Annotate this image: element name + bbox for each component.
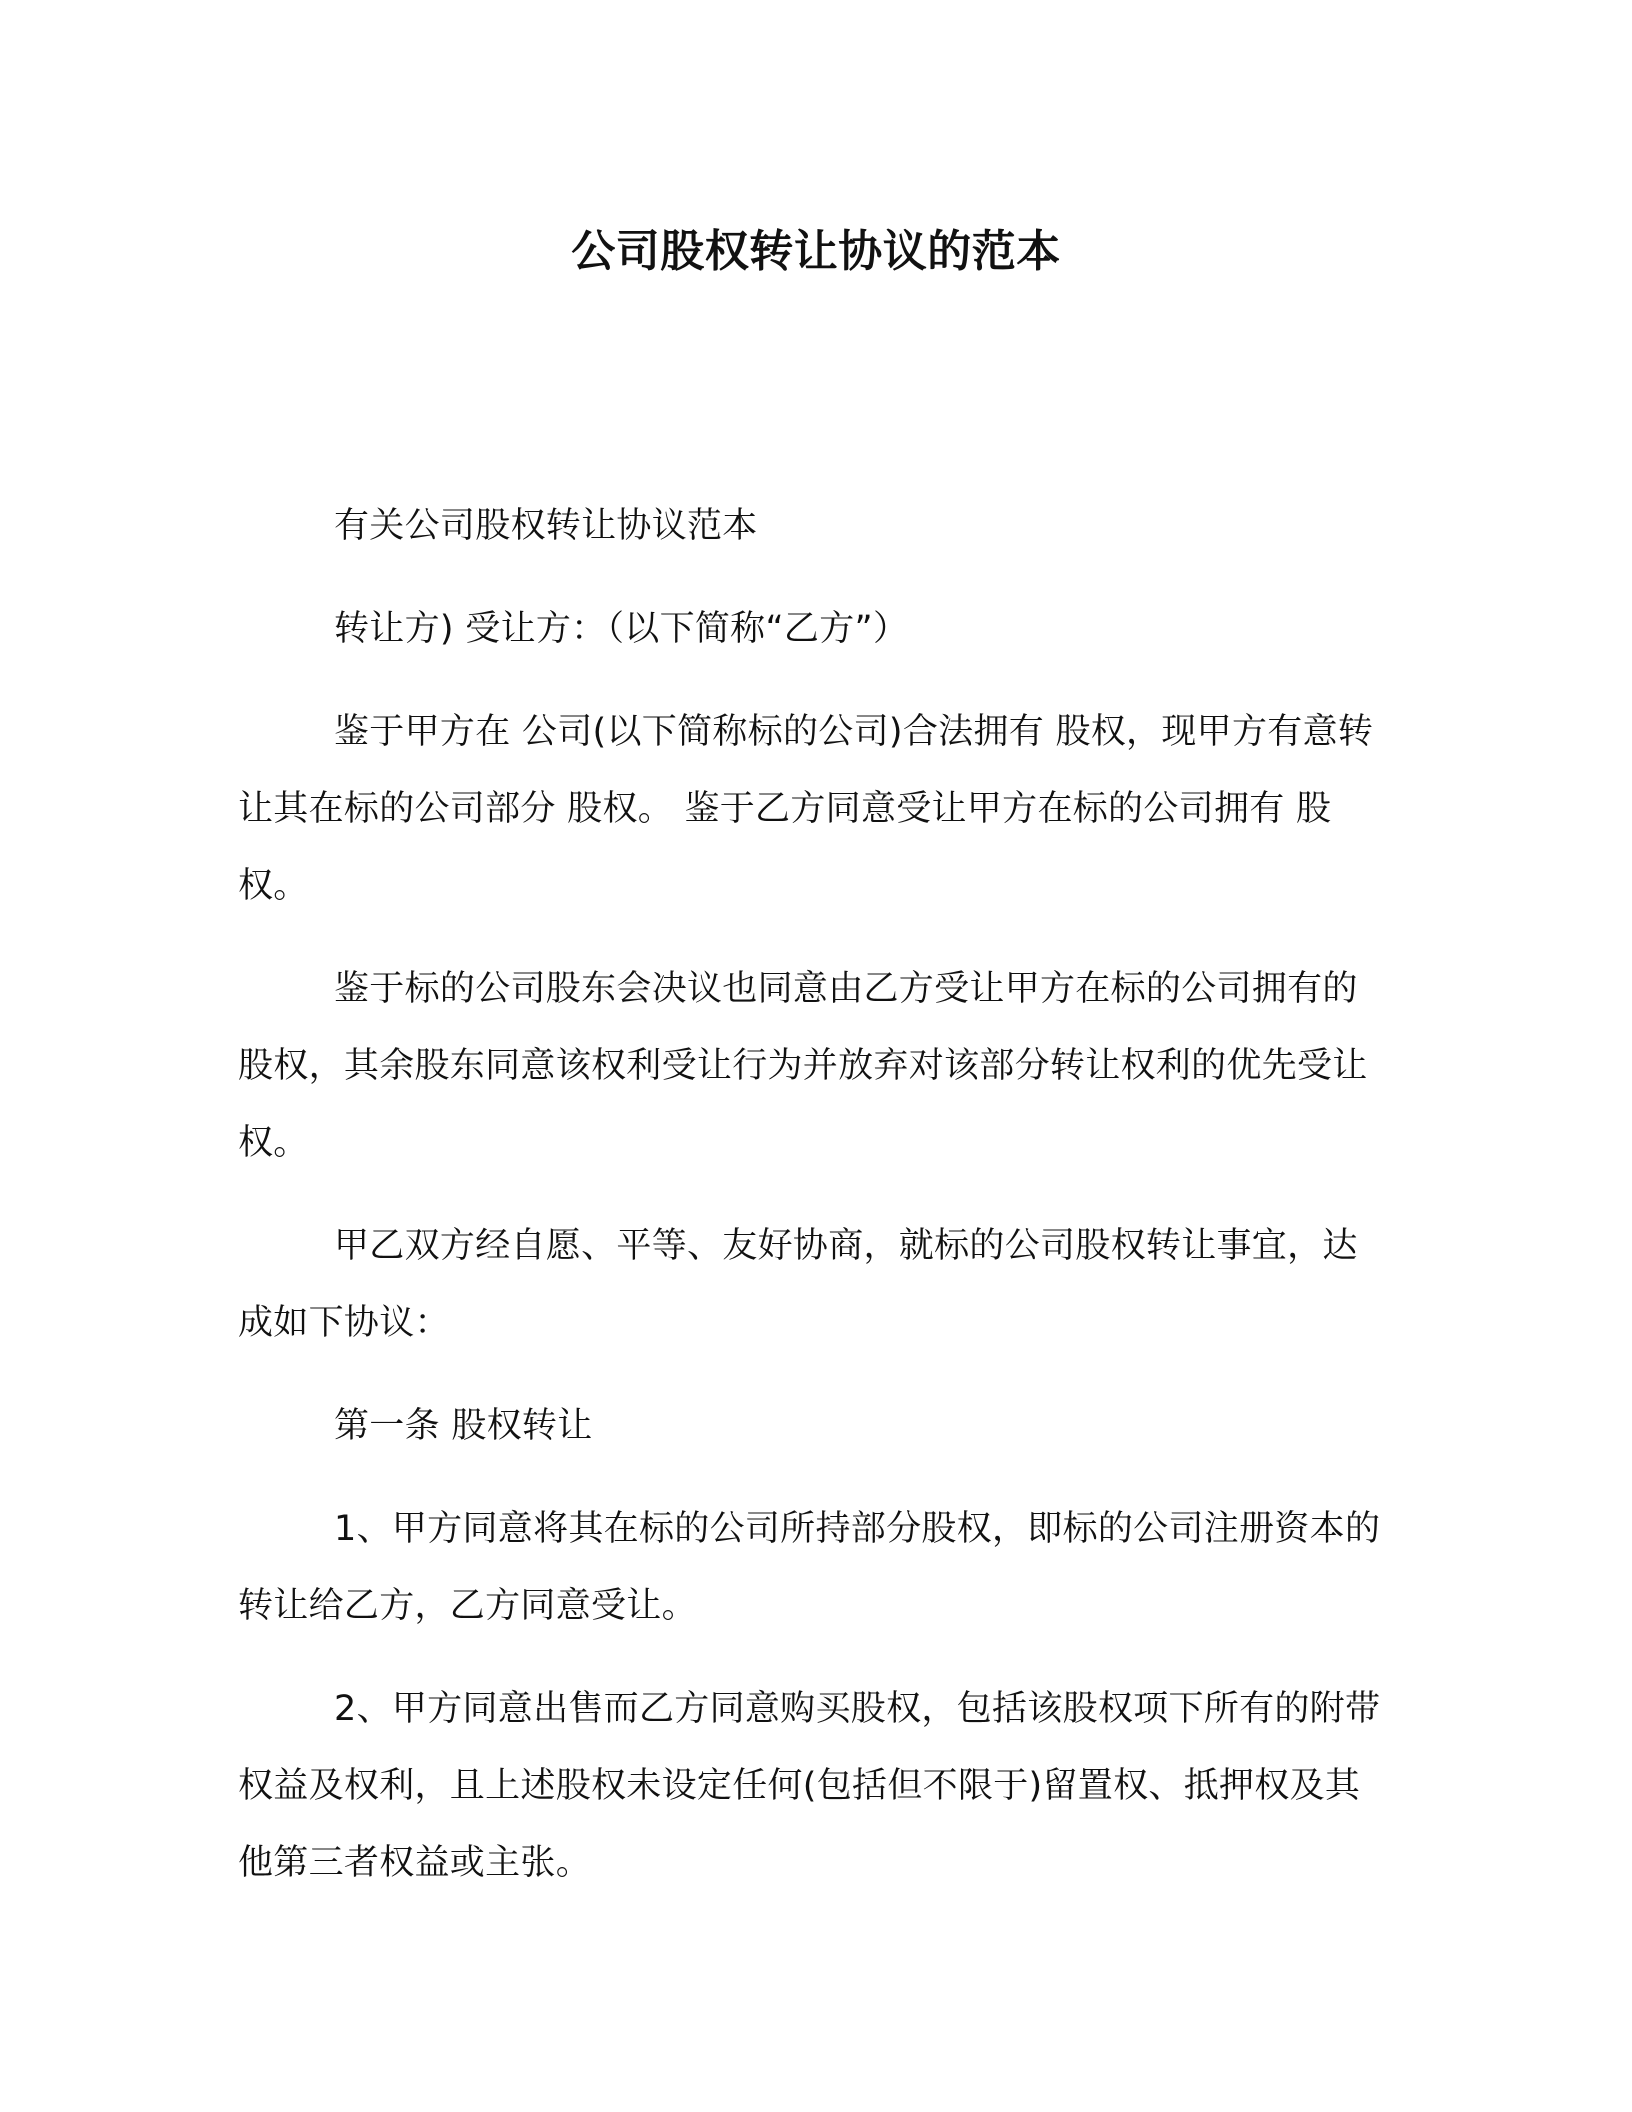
paragraph-recital-1: 鉴于甲方在 公司(以下简称标的公司)合法拥有 股权，现甲方有意转让其在标的公司部分 股权。 鉴于乙方同意受让甲方在标的公司拥有 股权。 bbox=[238, 712, 1374, 906]
article-1-clause-2: 2、甲方同意出售而乙方同意购买股权，包括该股权项下所有的附带权益及权利，且上述股权未设定任何(包括但不限于)留置权、抵押权及其他第三者权益或主张。 bbox=[238, 1689, 1381, 1883]
article-1-clause-1: 1、甲方同意将其在标的公司所持部分股权，即标的公司注册资本的 转让给乙方，乙方同意受让。 bbox=[238, 1509, 1381, 1626]
document-title: 公司股权转让协议的范本 bbox=[571, 226, 1061, 277]
document-body bbox=[238, 488, 1386, 1928]
paragraph-recital-2: 鉴于标的公司股东会决议也同意由乙方受让甲方在标的公司拥有的 股权，其余股东同意该权利受让行为并放弃对该部分转让权利的优先受让权。 bbox=[238, 969, 1368, 1163]
paragraph-parties: 转让方) 受让方：（以下简称“乙方”） bbox=[334, 609, 909, 649]
paragraph-heading: 有关公司股权转让协议范本 bbox=[334, 506, 758, 546]
article-1-heading: 第一条 股权转让 bbox=[334, 1406, 593, 1446]
paragraph-agreement-intro: 甲乙双方经自愿、平等、友好协商，就标的公司股权转让事宜，达成如下协议： bbox=[238, 1226, 1358, 1343]
